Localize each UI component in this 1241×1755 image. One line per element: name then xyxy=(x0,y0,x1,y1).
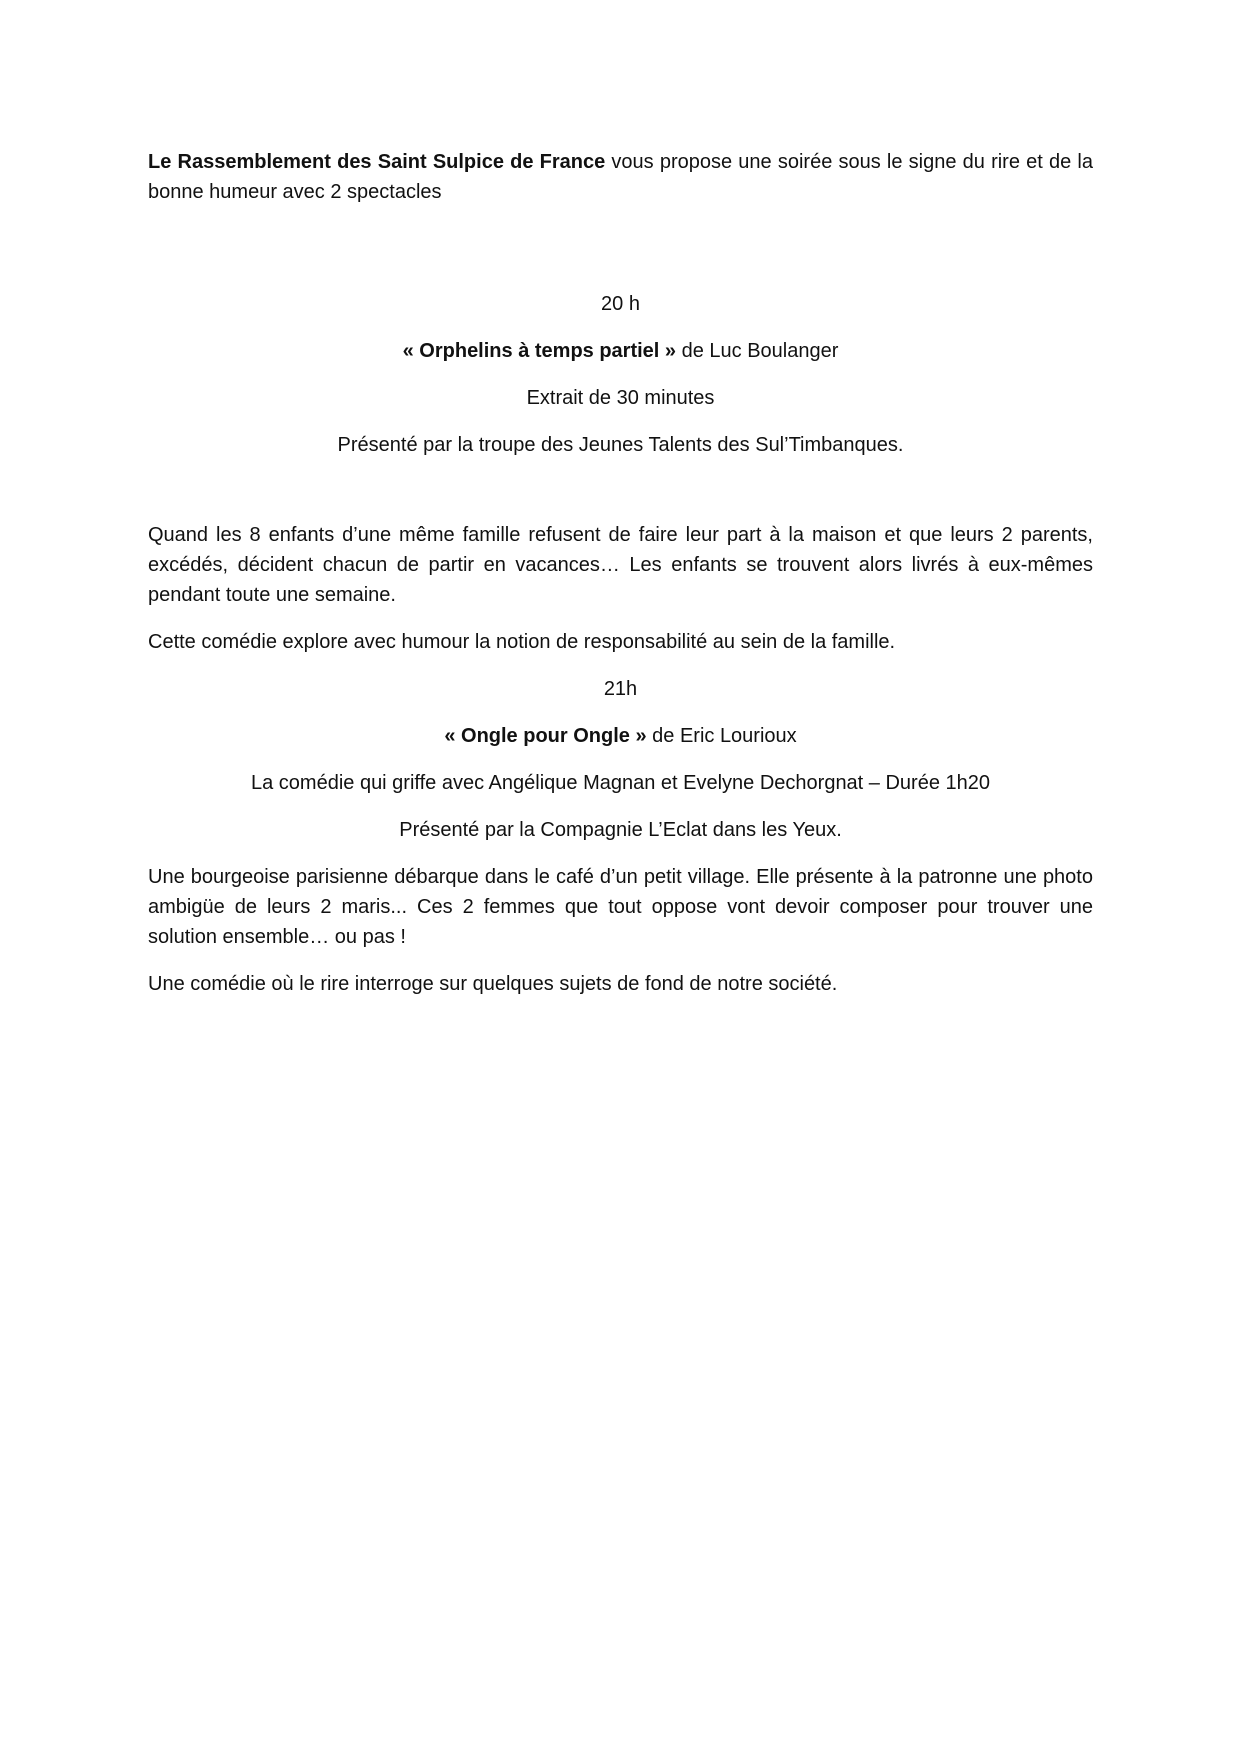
show2-theme: Une comédie où le rire interroge sur quelques sujets de fond de notre société. xyxy=(148,973,838,995)
show1-heading xyxy=(148,336,1093,366)
show1-author: de Luc Boulanger xyxy=(676,340,839,362)
show1-synopsis: Quand les 8 enfants d’une même famille refusent de faire leur part à la maison et que leurs 2 parents, excédés, décident chacun de partir en vacances… Les enfants se trouvent alors livrés à eux-mêmes pendant toute une semaine. xyxy=(148,524,1093,606)
show2-synopsis: Une bourgeoise parisienne débarque dans le café d’un petit village. Elle présente à la patronne une photo ambigüe de leurs 2 maris... Ces 2 femmes que tout oppose vont devoir composer pour trouver une solution ensemble… ou pas ! xyxy=(148,866,1093,948)
show1-theme: Cette comédie explore avec humour la notion de responsabilité au sein de la famille. xyxy=(148,631,896,653)
show2-title: « Ongle pour Ongle » xyxy=(444,725,647,747)
organization-name: Le Rassemblement des Saint Sulpice de France xyxy=(148,151,606,173)
show2-heading xyxy=(148,721,1093,751)
document-body xyxy=(148,147,1093,999)
intro-text: vous propose une soirée sous le signe du rire et de la bonne humeur avec 2 spectacles xyxy=(148,151,1093,203)
show1-presented-by: Présenté par la troupe des Jeunes Talents des Sul’Timbanques. xyxy=(337,434,904,456)
show1-time: 20 h xyxy=(601,293,640,315)
show2-author: de Eric Lourioux xyxy=(646,725,797,747)
show1-duration: Extrait de 30 minutes xyxy=(526,387,715,409)
show2-presented-by: Présenté par la Compagnie L’Eclat dans les Yeux. xyxy=(399,819,842,841)
intro-paragraph xyxy=(148,147,1093,207)
show1-title: « Orphelins à temps partiel » xyxy=(402,340,677,362)
show2-cast: La comédie qui griffe avec Angélique Magnan et Evelyne Dechorgnat – Durée 1h20 xyxy=(250,772,990,794)
show2-time: 21h xyxy=(603,678,638,700)
